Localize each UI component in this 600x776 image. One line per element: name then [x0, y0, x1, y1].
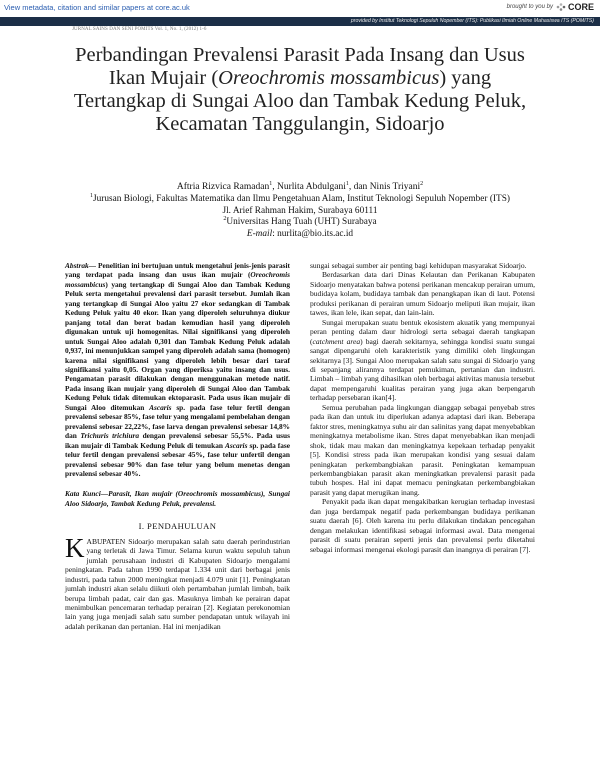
paper-title — [70, 44, 530, 136]
left-column — [65, 261, 290, 631]
author-separator: , — [272, 182, 277, 192]
paragraph-text: ) bagi daerah sekitarnya, sehingga kondisi suatu sungai sangat dipengaruhi oleh karakteristik yang dimiliki oleh lingkungan sekitarnya [3]. Sungai Aloo merupakan salah satu sungai di Sidoarjo yang di sepanjang alirannya terdapat pemukiman, pertanian dan industri. Limbah – limbah yang dihasilkan oleh berbagai aktivitas manusia tersebut dapat mempengaruhi kualitas perairan yang juga akan berpengaruh terhadap persebaran ikan[4]. — [310, 336, 535, 403]
paragraph: Berdasarkan data dari Dinas Kelautan dan Perikanan Kabupaten Sidoarjo menyatakan bahwa potensi perikanan mencakup perairan umum, budidaya kolam, budidaya tambak dan penangkapan ikan di laut. Potensi produksi perikanan di perairan umum Sidoarjo meliputi ikan mujair, ikan tawes, ikan lele, ikan sepat, dan lain-lain. — [310, 270, 535, 318]
journal-header: JURNAL SAINS DAN SENI POMITS Vol. 1, No. 1, (2012) 1-6 — [72, 27, 207, 32]
abstract-text: sp. pada fase telur fertil dengan prevalensi sebesar 45%, fase telur unfertil dengan prevalensi sebesar 90% dan fase telur yang belum menetas dengan prevalensi sebesar 40%. — [65, 440, 290, 478]
abstract-label: Abstrak — [65, 261, 89, 270]
author-name: Nurlita Abdulgani — [276, 182, 346, 192]
affiliation-line — [60, 194, 540, 206]
paragraph: Semua perubahan pada lingkungan dianggap sebagai penyebab stres pada ikan dan untuk itu diperlukan adanya adaptasi dari ikan. Beberapa faktor stres, meningkatnya suhu air dan salinitas yang dapat menyebabkan meningkatnya metabolisme ikan. Stres dapat menyebabkan ikan menjadi shok, tidak mau makan dan meningkatnya kepekaan terhadap penyakit [5]. Kondisi stress pada ikan merupakan kondisi yang sesuai dalam peningkatan perkembangbiakan parasit. Peningkatan kemampuan perkembangbiakan parasit akan meningkatkan prevalensi parasit pada tubuh hospes. Hal ini dapat memacu peningkatan perkembangbiakan parasit yang dapat merugikan inang. — [310, 402, 535, 497]
abstract — [65, 261, 290, 478]
provider-text[interactable]: provided by Institut Teknologi Sepuluh Nopember (ITS): Publikasi Ilmiah Online Mahasiswa ITS (POMITS) — [350, 18, 594, 24]
paragraph-text: Sungai merupakan suatu bentuk ekosistem akuatik yang mempunyai peran penting dalam daur hidrologi serta sebagai daerah tangkapan ( — [310, 317, 535, 346]
affiliations — [60, 194, 540, 240]
keywords — [65, 489, 290, 508]
paragraph: sungai sebagai sumber air penting bagi kehidupan masyarakat Sidoarjo. — [310, 261, 527, 270]
keywords-label: Kata Kunci — [65, 489, 101, 499]
paragraph: Penyakit pada ikan dapat mengakibatkan kerugian terhadap investasi dan juga berdampak negatif pada perkembangan budidaya perikanan suatu daerah [6]. Oleh karena itu perlu dilakukan tindakan pencegahan dengan melakukan identifikasi sebagai informasi awal. Data mengenai parasit di suatu perairan seperti jenis dan prevalensi perlu diketahui sebagai informasi mengenai ekologi parasit dan inangnya di perairan [7]. — [310, 497, 535, 554]
author-name: Ninis Triyani — [369, 182, 421, 192]
abstract-species: Trichuris trichiura — [80, 431, 140, 441]
drop-cap: K — [65, 532, 85, 563]
intro-paragraph — [65, 532, 290, 632]
title-species: Oreochromis mossambicus — [218, 67, 440, 89]
abstract-text: — Penelitian ini bertujuan untuk mengetahui jenis-jenis parasit yang terdapat pada insang dan usus ikan mujair ( — [65, 261, 290, 280]
abstract-text: ) yang tertangkap di Sungai Aloo dan Tambak Kedung Peluk serta mengetahui prevalensi dari parasit tersebut. Jumlah ikan yang tertangkap di Sungai Aloo yaitu 27 ekor sedangkan di Tambak Kedung Peluk yaitu 40 ekor. Ikan yang diperoleh seluruhnya diukur panjang total dan berat badan kemudian hasil yang diperoleh digunakan untuk uji homogenitas. Nilai signifikansi yang diperoleh untuk Sungai Aloo adalah 0,301 dan Tambak Kedung Peluk adalah 0,937, ini menunjukkan sampel yang diperoleh adalah sama (homogen) karena nilai signifikansi yang diperoleh lebih besar dari taraf signifikansi yaitu 0,05. Organ yang diperiksa yaitu insang dan usus. Pengamatan parasit dilakukan dengan menggunakan metode natif. Pada insang ikan mujair yang diperoleh di Sungai Aloo dan Tambak Kedung Peluk tidak ditemukan ektoparasit. Pada usus ikan mujair di Sungai Aloo ditemukan — [65, 279, 290, 412]
abstract-species: Ascaris — [149, 402, 172, 412]
author-affil-mark: 1 — [345, 180, 349, 187]
right-column — [310, 261, 535, 554]
affiliation-line — [60, 217, 540, 229]
abstract-species: Oreochromis mossambicus — [65, 270, 290, 289]
author-name: Aftria Rizvica Ramadan — [176, 182, 270, 192]
author-list — [60, 181, 540, 193]
author-affil-mark: 1 — [269, 180, 273, 187]
author-affil-mark: 2 — [420, 180, 424, 187]
brought-by-label: brought to you by — [506, 4, 553, 10]
core-logo-text: CORE — [567, 2, 594, 12]
title-part-1: Perbandingan Prevalensi Parasit Pada Insang dan Usus Ikan Mujair ( — [75, 44, 525, 89]
core-banner — [0, 0, 600, 17]
affil-mark: 1 — [90, 192, 94, 199]
title-part-2: ) yang Tertangkap di Sungai Aloo dan Tambak Kedung Peluk, Kecamatan Tanggulangin, Sidoarjo — [73, 67, 527, 135]
section-heading: I. PENDAHULUAN — [138, 521, 217, 532]
email-label: E-mail — [246, 228, 273, 239]
paragraph-italic: catchment area — [312, 336, 361, 346]
email-address[interactable]: : nurlita@bio.its.ac.id — [272, 228, 354, 239]
abstract-species: Ascaris — [225, 440, 248, 450]
affil-mark: 2 — [223, 216, 227, 223]
core-brand[interactable] — [507, 2, 594, 12]
provider-strip — [0, 17, 600, 26]
paragraph — [310, 318, 535, 403]
affiliation-address: Jl. Arief Rahman Hakim, Surabaya 60111 — [222, 205, 378, 216]
abstract-text: dengan prevalensi sebesar 55,5%. Pada usus ikan mujair di Tambak Kedung Peluk di temukan — [65, 431, 290, 450]
core-logo — [556, 2, 594, 12]
core-metadata-link[interactable]: View metadata, citation and similar papers at core.ac.uk — [4, 3, 190, 12]
author-separator: , dan — [348, 182, 370, 192]
email-line — [60, 229, 540, 241]
abstract-text: sp. pada fase telur fertil dengan prevalensi sebesar 85%, fase telur yang mengalami pembelahan dengan prevalensi sebesar 22,22%, fase larva dengan prevalensi sebesar 14,8% dan — [65, 402, 290, 441]
core-logo-icon — [556, 2, 566, 12]
keywords-text: —Parasit, Ikan mujair (Oreochromis mossambicus), Sungai Aloo Sidoarjo, Tambak Kedung Peluk, prevalensi. — [65, 489, 290, 508]
affiliation-text: Universitas Hang Tuah (UHT) Surabaya — [226, 217, 377, 228]
paragraph-text: ABUPATEN Sidoarjo merupakan salah satu daerah perindustrian yang terletak di Jawa Timur. Selama kurun waktu sepuluh tahun jumlah perusahaan industri di Kabupaten Sidoarjo mengalami peningkatan. Pada tahun 1990 terdapat 1.334 unit dari berbagai jenis industri, pada tahun 2000 meningkat menjadi 4.079 unit [1]. Peningkatan jumlah industri akan selalu diikuti oleh pertambahan jumlah limbah, baik berupa limbah padat, cair dan gas. Masuknya limbah ke perairan dapat menimbulkan pencemaran terhadap perairan [2]. Kegiatan perekonomian lain yang juga menjadi salah satu sumber pendapatan untuk wilayah ini adalah perikanan dan pertanian. Hal ini menjadikan — [65, 536, 290, 631]
affiliation-text: Jurusan Biologi, Fakultas Matematika dan Ilmu Pengetahuan Alam, Institut Teknologi Sepuluh Nopember (ITS) — [93, 194, 510, 204]
